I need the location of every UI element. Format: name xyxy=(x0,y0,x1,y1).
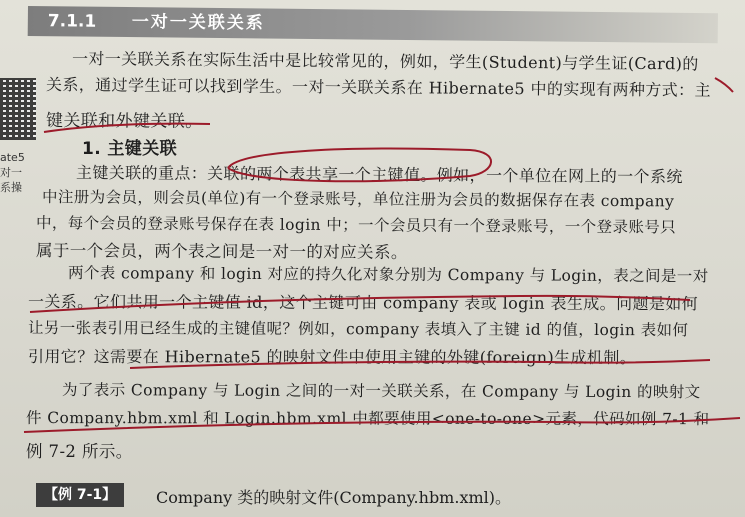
margin-note: ate5 对一 系操 xyxy=(0,151,25,194)
subheading-primary-key: 1. 主键关联 xyxy=(82,139,178,159)
example-label: 【例 7-1】 xyxy=(36,483,124,507)
ink-mark-right xyxy=(715,78,733,92)
text-line-14: 件 Company.hbm.xml 和 Login.hbm.xml 中都要使用<one-to-one>元素，代码如例 7-1 和 xyxy=(25,409,710,429)
text-line-5: 主键关联的重点：关联的两个表共享一个主键值。例如，一个单位在网上的一个系统 xyxy=(75,163,683,187)
section-number: 7.1.1 xyxy=(47,11,97,32)
text-line-8: 属于一个会员，两个表之间是一对一的对应关系。 xyxy=(35,241,408,262)
text-line-13: 为了表示 Company 与 Login 之间的一对一关联关系，在 Company 与 Login 的映射文 xyxy=(61,381,701,402)
text-line-11: 让另一张表引用已经生成的主键值呢？例如，company 表填入了主键 id 的值，login 表如何 xyxy=(27,319,689,340)
section-title: 一对一关联关系 xyxy=(131,12,265,34)
text-line-12: 引用它？这需要在 Hibernate5 的映射文件中使用主键的外键(foreign)生成机制。 xyxy=(27,347,637,368)
qr-code-icon xyxy=(0,78,36,140)
text-line-7: 中，每个会员的登录账号保存在表 login 中；一个会员只有一个登录账号，一个登录账号只 xyxy=(35,214,677,237)
text-line-15: 例 7-2 所示。 xyxy=(26,442,133,461)
text-line-6: 中注册为会员，则会员(单位)有一个登录账号，单位注册为会员的数据保存在表 company xyxy=(41,188,675,211)
example-caption: Company 类的映射文件(Company.hbm.xml)。 xyxy=(156,488,511,507)
text-line-3: 键关联和外键关联。 xyxy=(45,111,203,132)
text-line-1: 一对一关联关系在实际生活中是比较常见的，例如，学生(Student)与学生证(Card)的 xyxy=(71,49,699,74)
text-line-10: 一关系。它们共用一个主键值 id，这个主键可由 company 表或 login 表生成。问题是如何 xyxy=(27,292,699,314)
text-line-9: 两个表 company 和 login 对应的持久化对象分别为 Company 与 Login，表之间是一对 xyxy=(67,264,709,286)
section-header xyxy=(28,6,718,43)
text-line-2: 关系，通过学生证可以找到学生。一对一关联关系在 Hibernate5 中的实现有两种方式：主 xyxy=(45,75,711,100)
